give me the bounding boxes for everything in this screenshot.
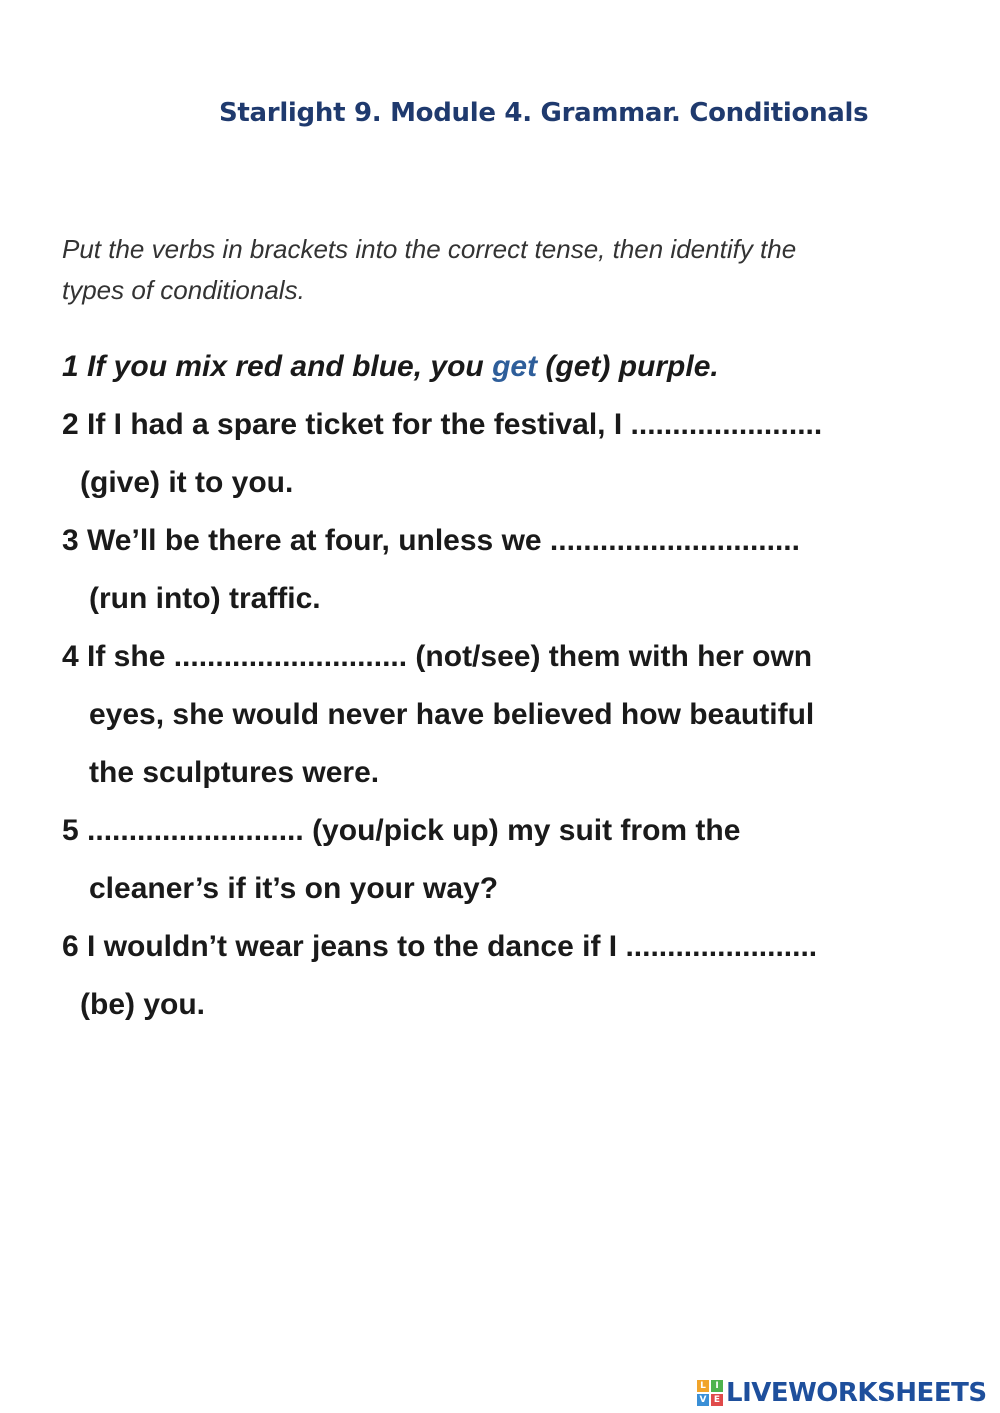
exercise-5-line-1[interactable]: 5 .......................... (you/pick up) my suit from the — [62, 814, 741, 847]
exercise-4-line-3: the sculptures were. — [89, 756, 380, 789]
exercise-1-after: (get) purple. — [537, 350, 719, 383]
logo-text: LIVEWORKSHEETS — [726, 1378, 987, 1408]
exercise-3-line-2: (run into) traffic. — [89, 582, 321, 615]
exercise-1-line — [62, 350, 719, 384]
exercise-6-line-1[interactable]: 6 I wouldn’t wear jeans to the dance if I ....................... — [62, 930, 818, 963]
exercise-5-line-2: cleaner’s if it’s on your way? — [89, 872, 499, 905]
exercise-4-line-1[interactable]: 4 If she ............................ (not/see) them with her own — [62, 640, 813, 673]
exercise-2-line-1[interactable]: 2 If I had a spare ticket for the festival, I ....................... — [62, 408, 823, 441]
instructions-text: Put the verbs in brackets into the correct tense, then identify the types of conditionals. — [62, 234, 797, 305]
exercise-2-line-2: (give) it to you. — [80, 466, 294, 499]
exercise-4-line-2: eyes, she would never have believed how beautiful — [89, 698, 815, 731]
exercise-6-line-2: (be) you. — [80, 988, 205, 1021]
exercise-1-before: 1 If you mix red and blue, you — [62, 350, 493, 383]
exercise-1-answer-field[interactable]: get — [492, 350, 538, 383]
logo-mark-icon: L I V E — [697, 1380, 723, 1406]
page-title: Starlight 9. Module 4. Grammar. Conditionals — [219, 98, 869, 128]
exercise-3-line-1[interactable]: 3 We’ll be there at four, unless we .............................. — [62, 524, 800, 557]
liveworksheets-logo — [697, 1376, 987, 1410]
